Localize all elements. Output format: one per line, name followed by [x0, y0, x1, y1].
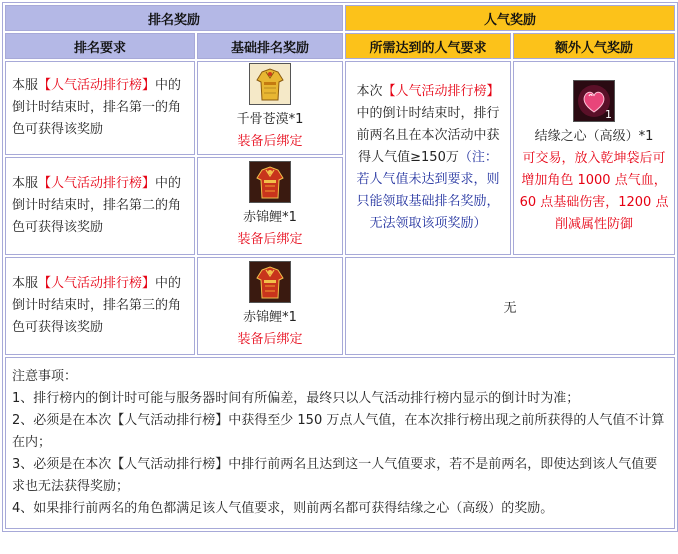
cond-text: 中的倒计时结束时，排名第二的角色可获得该奖励 [12, 176, 182, 235]
extra-item-desc: 可交易，放入乾坤袋后可增加角色 1000 点气血，60 点基础伤害，1200 点削减属性防御 [519, 151, 669, 232]
base-rank-reward-header: 基础排名奖励 [197, 33, 343, 59]
note-item-2: 2、必须是在本次【人气活动排行榜】中获得至少 150 万点人气值，在本次排行榜出现之前所获得的人气值不计算在内； [12, 413, 665, 450]
cond-text: 本服 [12, 78, 39, 93]
rank-first-reward [197, 61, 343, 155]
note-item-1: 1、排行榜内的倒计时可能与服务器时间有所偏差，最终只以人气活动排行榜内显示的倒计时为准； [12, 391, 580, 406]
leaderboard-link[interactable]: 【人气活动排行榜】 [38, 176, 156, 191]
req-text: 本次 [356, 84, 383, 99]
heart-icon[interactable] [573, 80, 615, 122]
item-name: 赤锦鲤*1 [243, 310, 297, 325]
bind-status: 装备后绑定 [237, 332, 303, 347]
cond-text: 中的倒计时结束时，排名第一的角色可获得该奖励 [12, 78, 182, 137]
leaderboard-link[interactable]: 【人气活动排行榜】 [38, 276, 156, 291]
rank-reward-header: 排名奖励 [5, 5, 343, 31]
golden-robe-icon[interactable] [249, 63, 291, 105]
bind-status: 装备后绑定 [237, 232, 303, 247]
popularity-requirement [345, 61, 511, 255]
red-robe-icon[interactable] [249, 161, 291, 203]
cond-text: 本服 [12, 176, 39, 191]
rank-first-condition [5, 61, 195, 155]
reward-table [2, 2, 678, 532]
no-reward-cell: 无 [345, 257, 675, 355]
leaderboard-link[interactable]: 【人气活动排行榜】 [382, 84, 500, 99]
note-item-4: 4、如果排行前两名的角色都满足该人气值要求，则前两名都可获得结缘之心（高级）的奖励。 [12, 501, 554, 516]
rank-third-reward [197, 257, 343, 355]
note-item-3: 3、必须是在本次【人气活动排行榜】中排行前两名且达到这一人气值要求，若不是前两名，即使达到该人气值要求也无法获得奖励； [12, 457, 658, 494]
rank-requirement-header: 排名要求 [5, 33, 195, 59]
red-robe-icon[interactable] [249, 261, 291, 303]
leaderboard-link[interactable]: 【人气活动排行榜】 [38, 78, 156, 93]
rank-third-condition [5, 257, 195, 355]
item-name: 千骨苍漠*1 [236, 112, 304, 127]
extra-popularity-reward-header: 额外人气奖励 [513, 33, 675, 59]
popularity-requirement-header: 所需达到的人气要求 [345, 33, 511, 59]
extra-item-name: 结缘之心（高级）*1 [534, 129, 654, 144]
extra-reward [513, 61, 675, 255]
req-note: （注：若人气值未达到要求，则只能领取基础排名奖励，无法领取该项奖励） [356, 150, 500, 231]
rank-second-reward [197, 157, 343, 255]
cond-text: 中的倒计时结束时，排名第三的角色可获得该奖励 [12, 276, 182, 335]
notes-title: 注意事项： [12, 369, 78, 384]
bind-status: 装备后绑定 [237, 134, 303, 149]
item-count: 1 [605, 108, 613, 121]
rank-second-condition [5, 157, 195, 255]
req-text: 中的倒计时结束时，排行前两名且在本次活动中获得人气值≥150万 [356, 106, 500, 165]
cond-text: 本服 [12, 276, 39, 291]
popularity-reward-header: 人气奖励 [345, 5, 675, 31]
notes-section [5, 357, 675, 529]
item-name: 赤锦鲤*1 [243, 210, 297, 225]
